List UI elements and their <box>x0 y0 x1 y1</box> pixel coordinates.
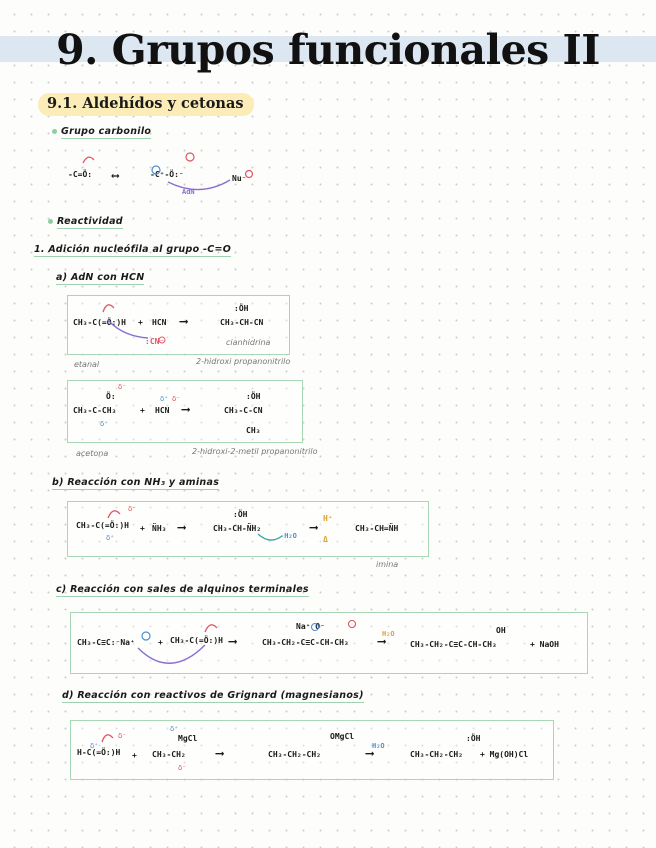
b-product-name: imina <box>376 560 399 569</box>
b-water-loss: -H₂O <box>280 532 297 540</box>
d-reactant-2-top: MgCl <box>178 734 198 743</box>
a2-reagent: HCN <box>155 406 170 415</box>
c-byproduct: + NaOH <box>530 640 559 649</box>
b-arrow-2: ⟶ <box>310 520 318 534</box>
svg-text:δ⁻: δ⁻ <box>118 732 126 740</box>
carbonyl-heading-text: Grupo carbonilo <box>61 126 152 137</box>
a2-reactant: CH₃-C-CH₃ <box>73 406 117 415</box>
d-arrow-2: ⟶ <box>366 746 374 760</box>
nucleophile-label: Nu⁻ <box>232 174 247 183</box>
b-plus: + <box>140 524 145 533</box>
page-title: 9. Grupos funcionales II <box>56 26 600 74</box>
b-heat: Δ <box>323 535 328 544</box>
d-reactant-2: CH₃-CH₂ <box>152 750 186 759</box>
c-arrow-2: ⟶ <box>378 634 386 648</box>
a2-product-iupac: 2-hidroxi-2-metil propanonitrilo <box>192 447 318 456</box>
b-intermediate-top: :ÖH <box>233 510 248 519</box>
a1-reactant: CH₃-C(=Ö:)H <box>73 318 126 327</box>
resonance-arrow: ⟷ <box>112 169 119 182</box>
c-intermediate-top: Na⁺ O⁻ <box>296 622 325 631</box>
c-product-top: OH <box>496 626 506 635</box>
c-intermediate: CH₃-CH₂-C≡C-CH-CH₃ <box>262 638 349 647</box>
section-subtitle: 9.1. Aldehídos y cetonas <box>38 93 254 116</box>
item1-heading <box>34 244 231 255</box>
sub-d-heading <box>62 690 364 701</box>
sub-b-heading <box>52 477 219 488</box>
a1-product-iupac: 2-hidroxi propanonitrilo <box>196 357 291 366</box>
sub-a-heading <box>56 272 144 283</box>
a2-reactant-name: acetona <box>76 449 109 458</box>
c-plus: + <box>158 638 163 647</box>
c-product: CH₃-CH₂-C≡C-CH-CH₃ <box>410 640 497 649</box>
a1-product-top: :ÖH <box>234 304 249 313</box>
a1-product-name: cianhidrina <box>226 338 271 347</box>
sub-c-heading-text: c) Reacción con sales de alquinos terminales <box>56 584 309 595</box>
svg-text:δ⁺: δ⁺ <box>170 725 178 733</box>
d-product-top: :ÖH <box>466 734 481 743</box>
d-water: H₂O <box>372 742 385 750</box>
a2-product-top: :ÖH <box>246 392 261 401</box>
reactivity-heading <box>48 216 123 227</box>
a2-product: CH₃-C-CN <box>224 406 263 415</box>
svg-text:δ⁺: δ⁺ <box>100 420 108 428</box>
b-reagent: N̈H₃ <box>152 524 167 533</box>
a1-cyanide: :CN⁻ <box>145 337 165 346</box>
d-intermediate-top: OMgCl <box>330 732 355 741</box>
a1-reactant-name: etanal <box>74 360 100 369</box>
a2-plus: + <box>140 406 145 415</box>
c-reactant-2: CH₃-C(=Ö:)H <box>170 636 223 645</box>
sub-b-heading-text: b) Reacción con NH₃ y aminas <box>52 477 220 488</box>
svg-text:δ⁻: δ⁻ <box>128 505 136 513</box>
a1-plus: + <box>138 318 143 327</box>
d-plus: + <box>132 751 137 760</box>
sub-d-heading-text: d) Reacción con reactivos de Grignard (magnesianos) <box>62 690 364 701</box>
b-intermediate: CH₃-CH-N̈H₂ <box>213 524 262 533</box>
carbonyl-right-structure: -C⁺-Ö:⁻ <box>150 170 184 179</box>
a1-arrow: ⟶ <box>180 314 188 328</box>
item1-heading-text: 1. Adición nucleófila al grupo -C=O <box>34 244 232 255</box>
carbonyl-left-structure: -C=Ö: <box>68 170 93 179</box>
sub-a-heading-text: a) AdN con HCN <box>56 272 145 283</box>
svg-text:δ⁻: δ⁻ <box>172 395 180 403</box>
reactivity-heading-text: Reactividad <box>57 216 123 227</box>
svg-text:δ⁺: δ⁺ <box>90 742 98 750</box>
a2-product-bottom: CH₃ <box>246 426 261 435</box>
d-arrow: ⟶ <box>216 746 226 760</box>
svg-text:δ⁺: δ⁺ <box>160 395 168 403</box>
svg-text:δ⁺: δ⁺ <box>106 534 114 542</box>
b-product: CH₃-CH=N̈H <box>355 524 399 533</box>
a1-reagent: HCN <box>152 318 167 327</box>
b-catalyst: H⁺ <box>323 514 333 523</box>
sub-c-heading <box>56 584 309 595</box>
svg-text:δ⁻: δ⁻ <box>118 383 126 391</box>
bullet-icon <box>48 219 53 224</box>
d-byproduct: + Mg(OH)Cl <box>480 750 529 759</box>
d-intermediate: CH₃-CH₂-CH₂ <box>268 750 321 759</box>
adn-label: AdN <box>182 188 195 196</box>
c-water: H₂O <box>382 630 395 638</box>
bullet-icon <box>52 129 57 134</box>
b-reactant: CH₃-C(=Ö:)H <box>76 521 129 530</box>
d-product: CH₃-CH₂-CH₂ <box>410 750 463 759</box>
svg-text:δ⁻: δ⁻ <box>178 764 186 772</box>
carbonyl-heading <box>52 126 151 137</box>
c-arrow: ⟶ <box>229 634 237 648</box>
b-arrow: ⟶ <box>178 520 186 534</box>
c-reactant-1: CH₃-C≡C:⁻Na⁺ <box>77 638 135 647</box>
a1-product: CH₃-CH-CN <box>220 318 264 327</box>
a2-arrow: ⟶ <box>182 402 190 416</box>
a2-reactant-top: Ö: <box>106 392 116 401</box>
d-reactant-1: H-C(=Ö:)H <box>77 748 121 757</box>
